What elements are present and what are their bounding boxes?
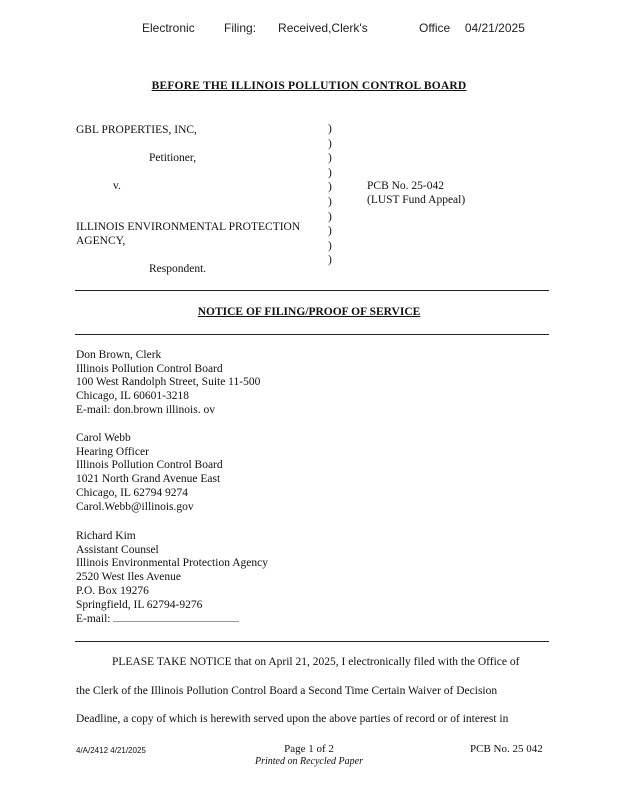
paren: ) <box>328 239 332 252</box>
address-line: Illinois Pollution Control Board <box>76 459 223 472</box>
respondent-name-line2: AGENCY, <box>76 235 126 247</box>
email-label: E-mail: <box>76 613 111 626</box>
address-line: Richard Kim <box>76 530 136 542</box>
address-line: Chicago, IL 60601-3218 <box>76 390 189 403</box>
versus-label: v. <box>113 180 121 192</box>
divider <box>75 334 549 335</box>
notice-heading: NOTICE OF FILING/PROOF OF SERVICE <box>197 306 421 318</box>
address-line: Illinois Environmental Protection Agency <box>76 557 268 570</box>
paren: ) <box>328 225 332 238</box>
petitioner-name: GBL PROPERTIES, INC, <box>76 124 197 136</box>
respondent-role: Respondent. <box>149 263 207 275</box>
body-line-1: PLEASE TAKE NOTICE that on April 21, 2025, I electronically filed with the Office of <box>112 656 520 668</box>
case-number: PCB No. 25-042 <box>367 180 444 192</box>
paren: ) <box>328 181 332 194</box>
paren: ) <box>328 137 332 150</box>
footer-case-number: PCB No. 25 042 <box>470 743 543 755</box>
paren: ) <box>328 166 332 179</box>
address-line: 100 West Randolph Street, Suite 11-500 <box>76 376 261 389</box>
paren: ) <box>328 195 332 208</box>
paren: ) <box>328 254 332 267</box>
service-address-clerk <box>76 349 260 418</box>
respondent-name-line1: ILLINOIS ENVIRONMENTAL PROTECTION <box>76 221 301 233</box>
address-line: 1021 North Grand Avenue East <box>76 473 221 486</box>
divider <box>75 290 549 291</box>
address-line: 2520 West Iles Avenue <box>76 571 182 584</box>
address-line: Assistant Counsel <box>76 543 159 556</box>
caption-parentheses <box>328 122 332 268</box>
document-title: BEFORE THE ILLINOIS POLLUTION CONTROL BOARD <box>151 80 467 92</box>
paren: ) <box>328 152 332 165</box>
body-line-3: Deadline, a copy of which is herewith served upon the above parties of record or of interest in <box>76 713 509 725</box>
footer-code: 4/A/2412 4/21/2025 <box>76 746 146 755</box>
case-type: (LUST Fund Appeal) <box>367 194 466 206</box>
petitioner-role: Petitioner, <box>149 152 197 164</box>
address-line: Hearing Officer <box>76 445 149 458</box>
address-line: P.O. Box 19276 <box>76 584 149 597</box>
address-line: Don Brown, Clerk <box>76 349 162 361</box>
paren: ) <box>328 123 332 135</box>
electronic-filing-stamp: Electronic Filing: Received,Clerk's Office 04/21/2025 <box>142 21 525 35</box>
address-line: Illinois Pollution Control Board <box>76 362 223 375</box>
recycled-paper-note: Printed on Recycled Paper <box>254 756 363 767</box>
address-email: E-mail: don.brown illinois. ov <box>76 403 215 416</box>
body-line-2: the Clerk of the Illinois Pollution Control Board a Second Time Certain Waiver of Decision <box>76 685 498 697</box>
service-address-counsel <box>76 530 268 627</box>
address-line: Carol Webb <box>76 432 131 444</box>
address-email: Carol.Webb@illinois.gov <box>76 500 194 513</box>
address-line: Springfield, IL 62794-9276 <box>76 598 203 611</box>
divider <box>75 641 549 642</box>
redacted-email <box>113 612 239 622</box>
service-address-hearing-officer <box>76 432 223 514</box>
page-number: Page 1 of 2 <box>284 743 334 755</box>
address-line: Chicago, IL 62794 9274 <box>76 486 189 499</box>
paren: ) <box>328 210 332 223</box>
address-email-row <box>76 612 268 627</box>
